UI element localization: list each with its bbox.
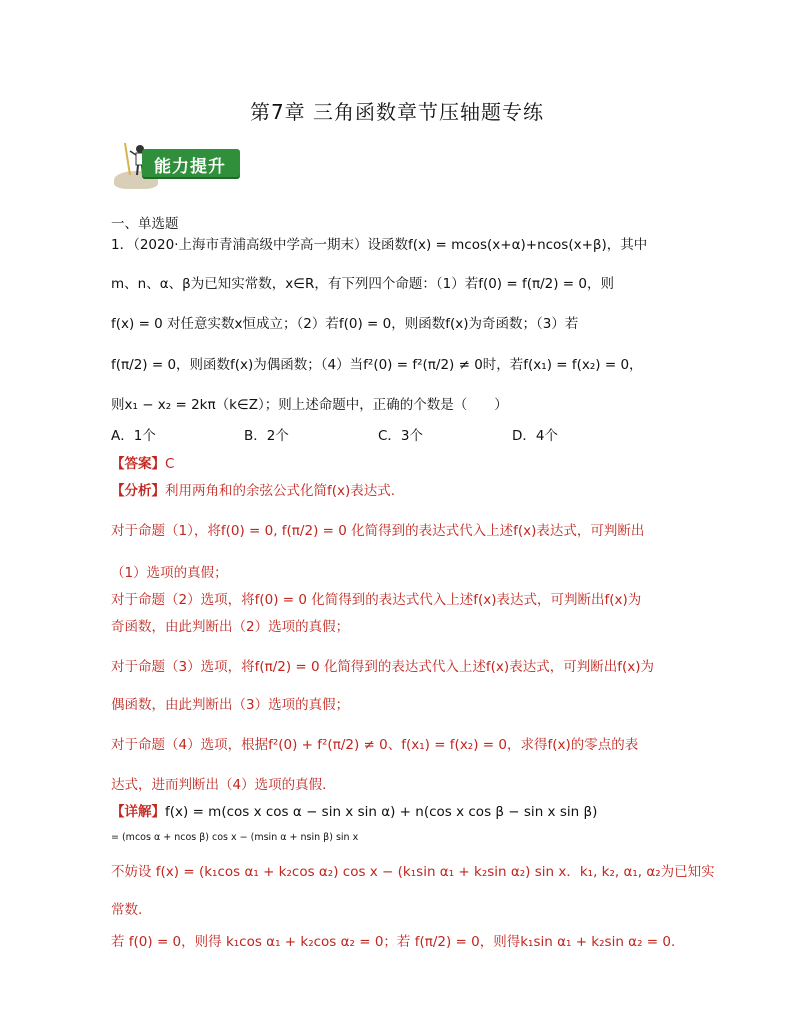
- ability-banner: [108, 137, 242, 191]
- detail-formula-1: f(x) = m(cos x cos α − sin x sin α) + n(cos x cos β − sin x sin β): [165, 804, 598, 820]
- detail-line-3b: 常数.: [111, 902, 143, 918]
- answer-tag: 【答案】: [111, 456, 165, 472]
- question-line-5: 则x₁ − x₂ = 2kπ（k∈Z）；则上述命题中，正确的个数是（ ）: [111, 397, 508, 413]
- answer-value: C: [165, 456, 175, 472]
- analysis-p1-line2: （1）选项的真假；: [111, 565, 228, 581]
- badge-box: [142, 149, 240, 177]
- detail-line: [111, 800, 597, 820]
- analysis-p4-line2: 达式，进而判断出（4）选项的真假.: [111, 777, 327, 793]
- analysis-p2-line1: 对于命题（2）选项，将f(0) = 0 化简得到的表达式代入上述f(x)表达式，可判断出f(x)为: [111, 592, 642, 608]
- question-line-4: f(π/2) = 0，则函数f(x)为偶函数；（4）当f²(0) = f²(π/2) ≠ 0时，若f(x₁) = f(x₂) = 0，: [111, 357, 643, 373]
- analysis-p3-line1: 对于命题（3）选项，将f(π/2) = 0 化简得到的表达式代入上述f(x)表达式，可判断出f(x)为: [111, 659, 654, 675]
- question-line-1: 1．（2020·上海市青浦高级中学高一期末）设函数f(x) = mcos(x+α)+ncos(x+β)，其中: [111, 237, 648, 253]
- section-heading: 一、单选题: [111, 216, 179, 232]
- analysis-summary: 利用两角和的余弦公式化简f(x)表达式.: [165, 483, 396, 499]
- detail-line-3a: 不妨设 f(x) = (k₁cos α₁ + k₂cos α₂) cos x − (k₁sin α₁ + k₂sin α₂) sin x．k₁, k₂, α₁, α₂为已知实: [111, 864, 715, 880]
- answer-line: [111, 452, 174, 472]
- detail-tag: 【详解】: [111, 804, 165, 820]
- detail-formula-2: = (mcos α + ncos β) cos x − (msin α + nsin β) sin x: [111, 832, 359, 843]
- question-line-2: m、n、α、β为已知实常数，x∈R，有下列四个命题：（1）若f(0) = f(π/2) = 0，则: [111, 276, 614, 292]
- analysis-p4-line1: 对于命题（4）选项，根据f²(0) + f²(π/2) ≠ 0、f(x₁) = f(x₂) = 0，求得f(x)的零点的表: [111, 737, 639, 753]
- option-a: A．1个: [111, 428, 156, 444]
- badge-label: 能力提升: [154, 157, 226, 177]
- analysis-p3-line2: 偶函数，由此判断出（3）选项的真假；: [111, 697, 350, 713]
- detail-line-4: 若 f(0) = 0，则得 k₁cos α₁ + k₂cos α₂ = 0；若 f(π/2) = 0，则得k₁sin α₁ + k₂sin α₂ = 0．: [111, 934, 685, 950]
- question-line-3: f(x) = 0 对任意实数x恒成立；（2）若f(0) = 0，则函数f(x)为奇函数；（3）若: [111, 316, 579, 332]
- analysis-line: [111, 479, 395, 499]
- option-d: D．4个: [512, 428, 558, 444]
- page-title: 第7章 三角函数章节压轴题专练: [249, 100, 545, 124]
- analysis-p2-line2: 奇函数，由此判断出（2）选项的真假；: [111, 619, 350, 635]
- option-b: B．2个: [244, 428, 289, 444]
- analysis-tag: 【分析】: [111, 483, 165, 499]
- option-c: C．3个: [378, 428, 424, 444]
- analysis-p1-line1: 对于命题（1），将f(0) = 0, f(π/2) = 0 化简得到的表达式代入上述f(x)表达式，可判断出: [111, 523, 645, 539]
